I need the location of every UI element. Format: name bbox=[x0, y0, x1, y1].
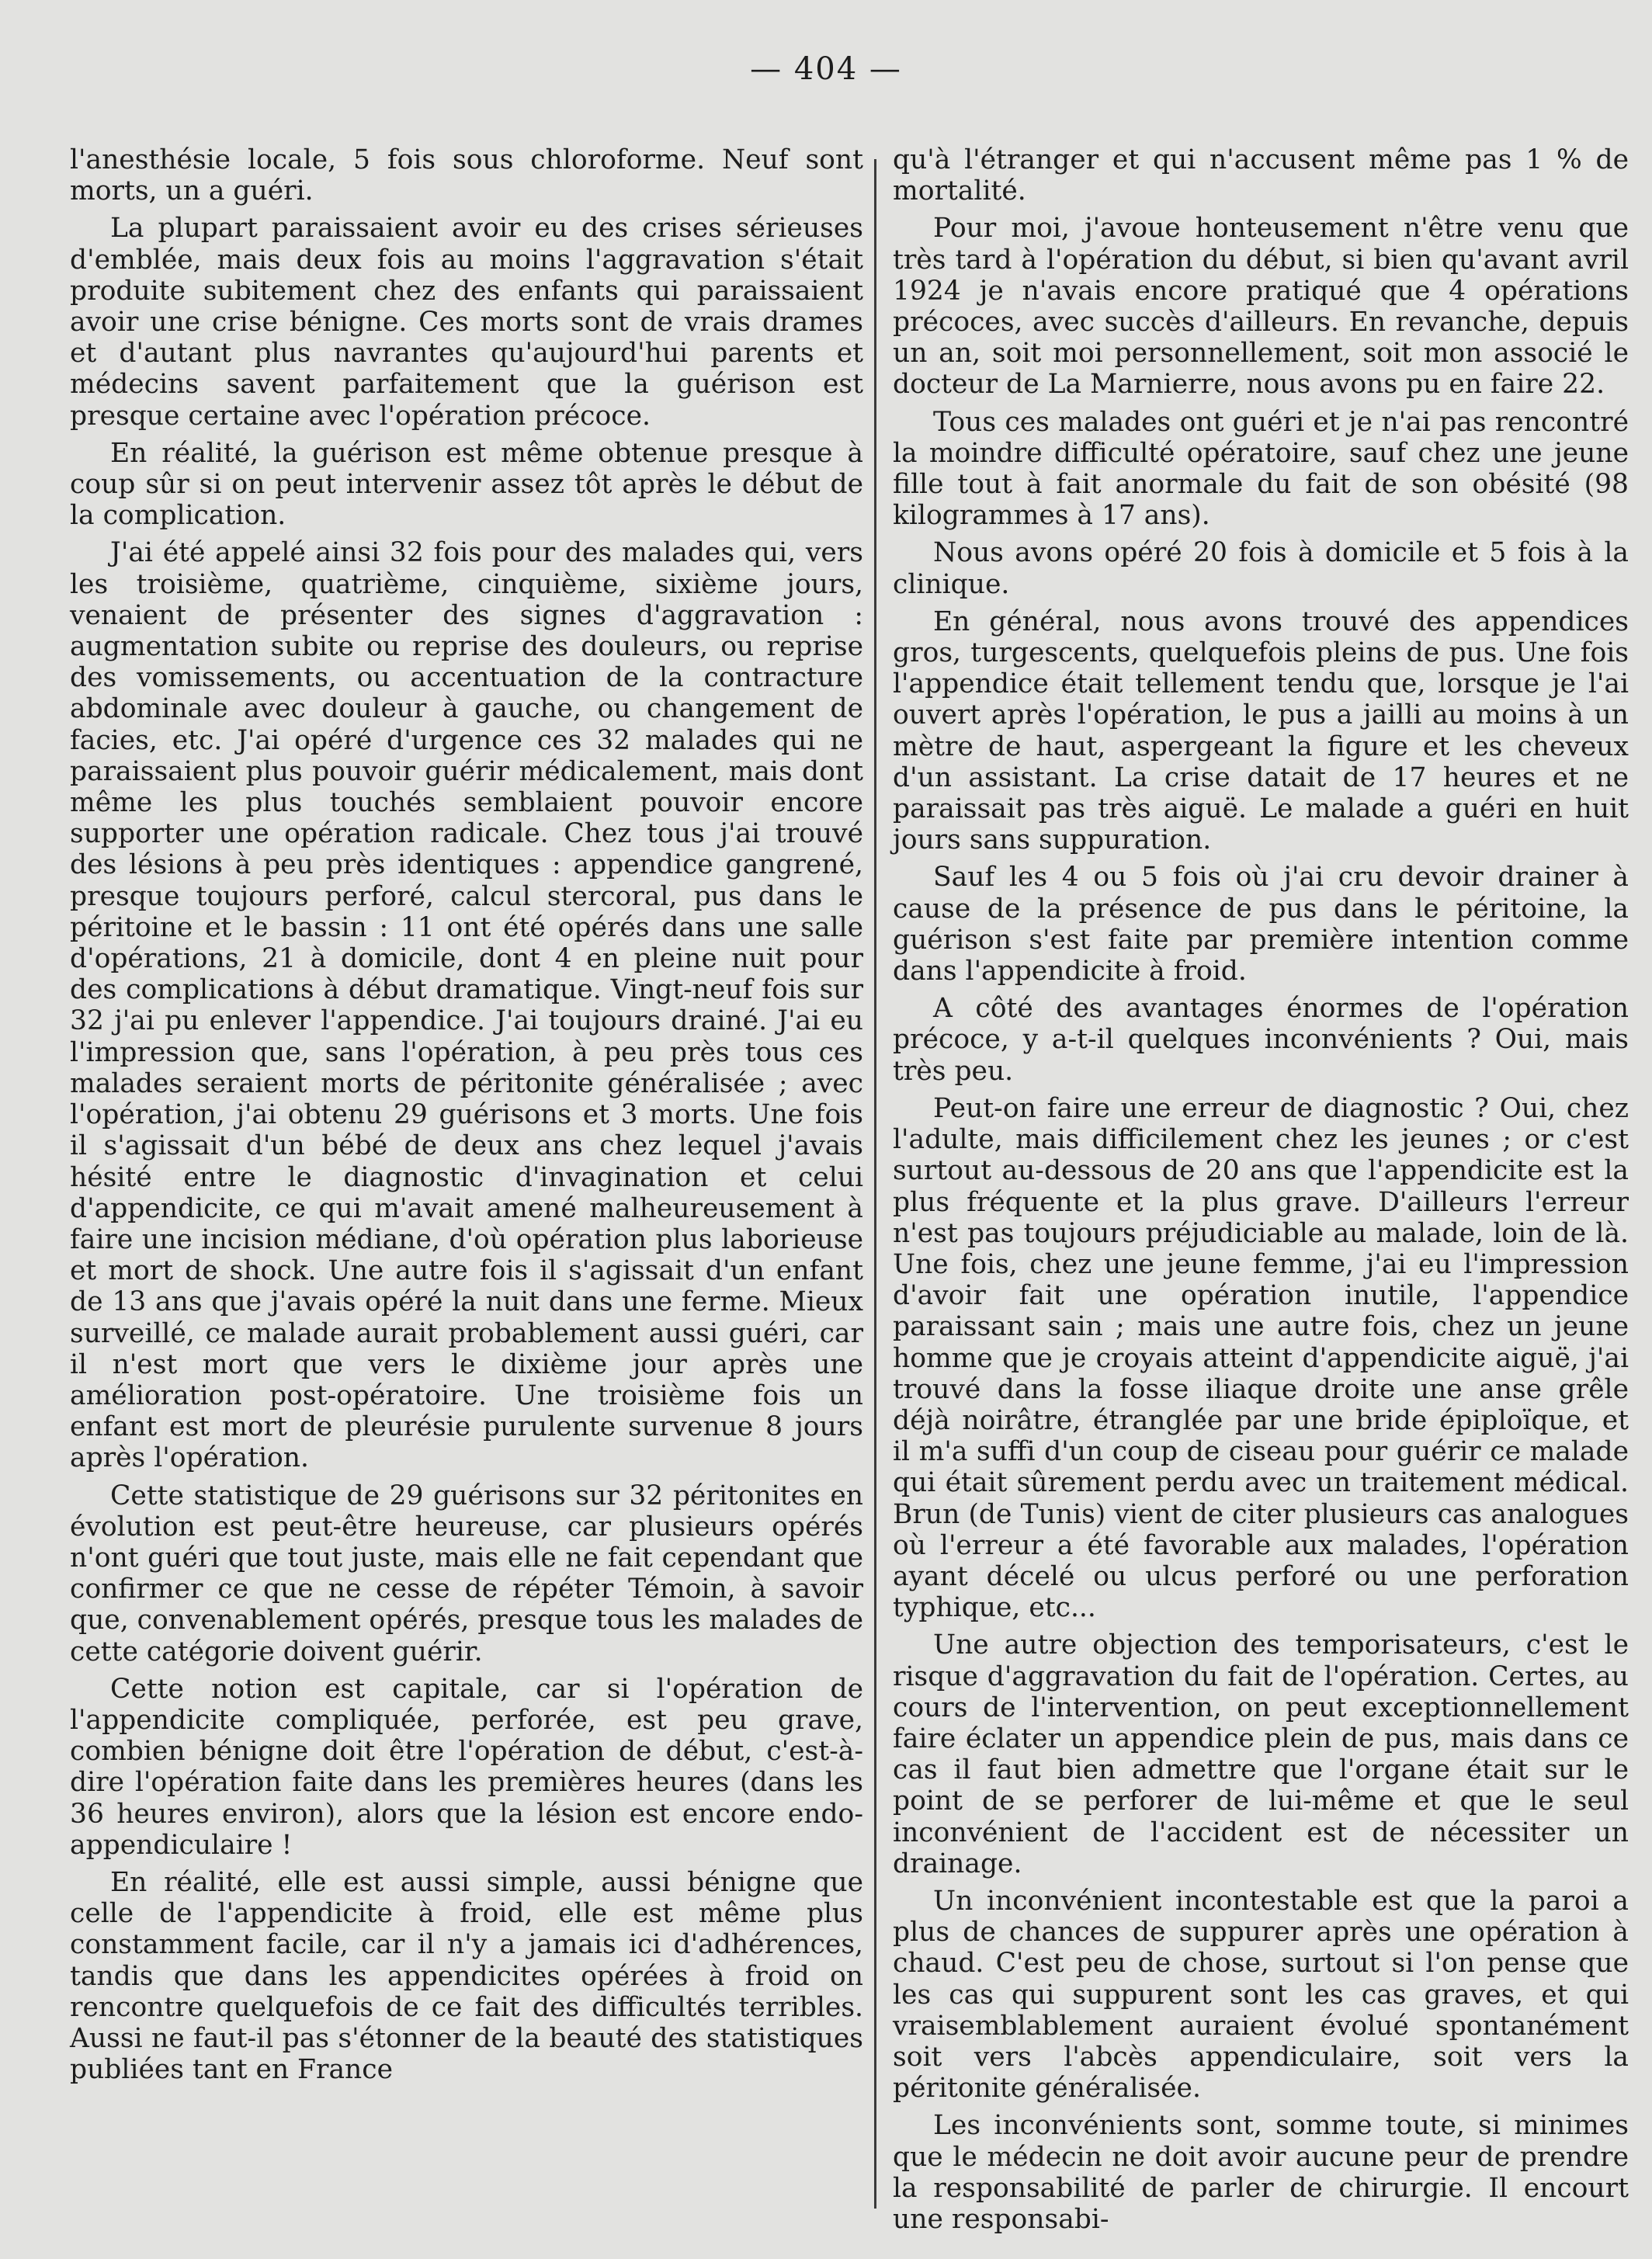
column-divider bbox=[874, 159, 876, 2209]
paragraph: Pour moi, j'avoue honteusement n'être venu que très tard à l'opération du début, si bien qu'avant avril 1924 je n'avais encore pratiqué que 4 opérations précoces, avec succès d'ailleurs. En revanche, depuis un an, soit moi personnellement, soit mon associé le docteur de La Marnierre, nous avons pu en faire 22. bbox=[893, 213, 1629, 401]
paragraph: A côté des avantages énormes de l'opération précoce, y a-t-il quelques inconvénients ? Oui, mais très peu. bbox=[893, 993, 1629, 1087]
paragraph: Peut-on faire une erreur de diagnostic ? Oui, chez l'adulte, mais difficilement chez les jeunes ; or c'est surtout au-dessous de 20 ans que l'appendicite est la plus fréquente et la plus grave. D'ailleurs l'erreur n'est pas toujours préjudiciable au malade, loin de là. Une fois, chez une jeune femme, j'ai eu l'impression d'avoir fait une opération inutile, l'appendice paraissant sain ; mais une autre fois, chez un jeune homme que je croyais atteint d'appendicite aiguë, j'ai trouvé dans la fosse iliaque droite une anse grêle déjà noirâtre, étranglée par une bride épiploïque, et il m'a suffi d'un coup de ciseau pour guérir ce malade qui était sûrement perdu avec un traitement médical. Brun (de Tunis) vient de citer plusieurs cas analogues où l'erreur a été favorable aux malades, l'opération ayant décelé ou ulcus perforé ou une perforation typhique, etc... bbox=[893, 1092, 1629, 1624]
paragraph: Cette statistique de 29 guérisons sur 32 péritonites en évolution est peut-être heureuse, car plusieurs opérés n'ont guéri que tout juste, mais elle ne fait cependant que confirmer ce que ne cesse de répéter Témoin, à savoir que, convenablement opérés, presque tous les malades de cette catégorie doivent guérir. bbox=[70, 1480, 863, 1667]
paragraph: En réalité, elle est aussi simple, aussi bénigne que celle de l'appendicite à froid, elle est même plus constamment facile, car il n'y a jamais ici d'adhérences, tandis que dans les appendicites opérées à froid on rencontre quelquefois de ce fait des difficultés terribles. Aussi ne faut-il pas s'étonner de la beauté des statistiques publiées tant en France bbox=[70, 1866, 863, 2086]
paragraph: Cette notion est capitale, car si l'opération de l'appendicite compliquée, perforée, est peu grave, combien bénigne doit être l'opération de début, c'est-à-dire l'opération faite dans les premières heures (dans les 36 heures environ), alors que la lésion est encore endo-appendiculaire ! bbox=[70, 1673, 863, 1861]
paragraph: Une autre objection des temporisateurs, c'est le risque d'aggravation du fait de l'opération. Certes, au cours de l'intervention, on peut exceptionnellement faire éclater un appendice plein de pus, mais dans ce cas il faut bien admettre que l'organe était sur le point de se perforer de lui-même et que le seul inconvénient de l'accident est de nécessiter un drainage. bbox=[893, 1629, 1629, 1879]
paragraph: Les inconvénients sont, somme toute, si minimes que le médecin ne doit avoir aucune peur de prendre la responsabilité de parler de chirurgie. Il encourt une responsabi- bbox=[893, 2110, 1629, 2235]
paragraph: Nous avons opéré 20 fois à domicile et 5 fois à la clinique. bbox=[893, 537, 1629, 600]
left-column bbox=[70, 144, 863, 2091]
paragraph: La plupart paraissaient avoir eu des crises sérieuses d'emblée, mais deux fois au moins l'aggravation s'était produite subitement chez des enfants qui paraissaient avoir une crise bénigne. Ces morts sont de vrais drames et d'autant plus navrantes qu'aujourd'hui parents et médecins savent parfaitement que la guérison est presque certaine avec l'opération précoce. bbox=[70, 213, 863, 432]
paragraph: Sauf les 4 ou 5 fois où j'ai cru devoir drainer à cause de la présence de pus dans le péritoine, la guérison s'est faite par première intention comme dans l'appendicite à froid. bbox=[893, 862, 1629, 987]
paragraph: Un inconvénient incontestable est que la paroi a plus de chances de suppurer après une opération à chaud. C'est peu de chose, surtout si l'on pense que les cas qui suppurent sont les cas graves, et qui vraisemblablement auraient évolué spontanément soit vers l'abcès appendiculaire, soit vers la péritonite généralisée. bbox=[893, 1885, 1629, 2105]
paragraph: Tous ces malades ont guéri et je n'ai pas rencontré la moindre difficulté opératoire, sauf chez une jeune fille tout à fait anormale du fait de son obésité (98 kilogrammes à 17 ans). bbox=[893, 406, 1629, 532]
paragraph: J'ai été appelé ainsi 32 fois pour des malades qui, vers les troisième, quatrième, cinquième, sixième jours, venaient de présenter des signes d'aggravation : augmentation subite ou reprise des douleurs, ou reprise des vomissements, ou accentuation de la contracture abdominale avec douleur à gauche, ou changement de facies, etc. J'ai opéré d'urgence ces 32 malades qui ne paraissaient plus pouvoir guérir médicalement, mais dont même les plus touchés semblaient pouvoir encore supporter une opération radicale. Chez tous j'ai trouvé des lésions à peu près identiques : appendice gangrené, presque toujours perforé, calcul stercoral, pus dans le péritoine et le bassin : 11 ont été opérés dans une salle d'opérations, 21 à domicile, dont 4 en pleine nuit pour des complications à début dramatique. Vingt-neuf fois sur 32 j'ai pu enlever l'appendice. J'ai toujours drainé. J'ai eu l'impression que, sans l'opération, à peu près tous ces malades seraient morts de péritonite généralisée ; avec l'opération, j'ai obtenu 29 guérisons et 3 morts. Une fois il s'agissait d'un bébé de deux ans chez lequel j'avais hésité entre le diagnostic d'invagination et celui d'appendicite, ce qui m'avait amené malheureusement à faire une incision médiane, d'où opération plus laborieuse et mort de shock. Une autre fois il s'agissait d'un enfant de 13 ans que j'avais opéré la nuit dans une ferme. Mieux surveillé, ce malade aurait probablement aussi guéri, car il n'est mort que vers le dixième jour après une amélioration post-opératoire. Une troisième fois un enfant est mort de pleurésie purulente survenue 8 jours après l'opération. bbox=[70, 537, 863, 1474]
paragraph: l'anesthésie locale, 5 fois sous chloroforme. Neuf sont morts, un a guéri. bbox=[70, 144, 863, 207]
page-number: — 404 — bbox=[750, 51, 902, 87]
paragraph: qu'à l'étranger et qui n'accusent même pas 1 % de mortalité. bbox=[893, 144, 1629, 207]
paragraph: En général, nous avons trouvé des appendices gros, turgescents, quelquefois pleins de pus. Une fois l'appendice était tellement tendu que, lorsque je l'ai ouvert après l'opération, le pus a jailli au moins à un mètre de haut, aspergeant la figure et les cheveux d'un assistant. La crise datait de 17 heures et ne paraissait pas très aiguë. Le malade a guéri en huit jours sans suppuration. bbox=[893, 606, 1629, 856]
paragraph: En réalité, la guérison est même obtenue presque à coup sûr si on peut intervenir assez tôt après le début de la complication. bbox=[70, 437, 863, 532]
right-column bbox=[893, 144, 1629, 2241]
